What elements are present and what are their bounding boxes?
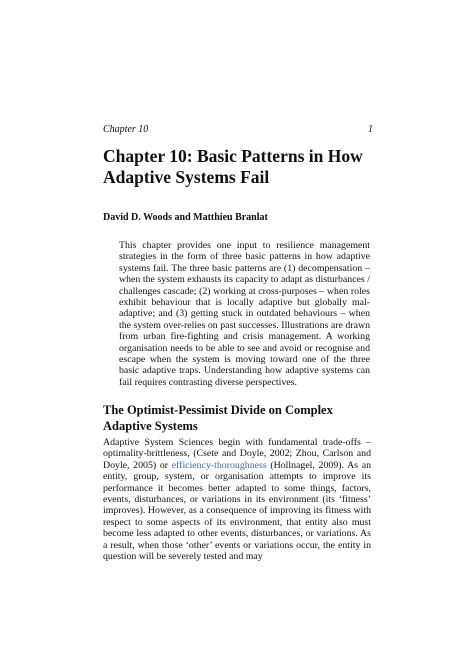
section-heading: The Optimist-Pessimist Divide on Complex Adaptive Systems [103, 403, 333, 433]
body-paragraph [103, 437, 371, 562]
body-text-before-reference: Adaptive System Sciences begin with fundamental trade-offs – optimality-brittleness, (Csete and Doyle, 2002; Zhou, Carlson and Doyle, 2005) or [103, 437, 371, 471]
running-head [103, 124, 373, 136]
abstract-paragraph: This chapter provides one input to resilience management strategies in the form of three basic patterns in how adaptive systems fail. The three basic patterns are (1) decompensation – when the system exhausts its capacity to adapt as disturbances / challenges cascade; (2) working at cross-purposes – when roles exhibit behaviour that is locally adaptive but globally mal-adaptive; and (3) getting stuck in outdated behaviours – when the system over-relies on past successes. Illustrations are drawn from urban fire-fighting and crisis management. A working organisation needs to be able to see and avoid or recognise and escape when the system is moving toward one of the three basic adaptive traps. Understanding how adaptive systems can fail requires contrasting diverse perspectives. [119, 240, 370, 388]
body-text-after-reference: (Hollnagel, 2009). As an entity, group, system, or organisation attempts to improve its performance it becomes better adapted to some things, factors, events, disturbances, or variations in its environment (its ‘fitness’ improves). However, as a consequence of improving its fitness with respect to some aspects of its environment, that entity also must become less adapted to other events, disturbances, or variations. As a result, when those ‘other’ events or variations occur, the entity in question will be severely tested and may [103, 459, 372, 563]
chapter-title: Chapter 10: Basic Patterns in How Adaptive Systems Fail [103, 146, 363, 187]
reference-term: efficiency-thoroughness [171, 459, 267, 471]
running-head-chapter-label: Chapter 10 [103, 124, 149, 135]
chapter-authors: David D. Woods and Matthieu Branlat [103, 212, 268, 223]
page-number: 1 [368, 124, 373, 135]
